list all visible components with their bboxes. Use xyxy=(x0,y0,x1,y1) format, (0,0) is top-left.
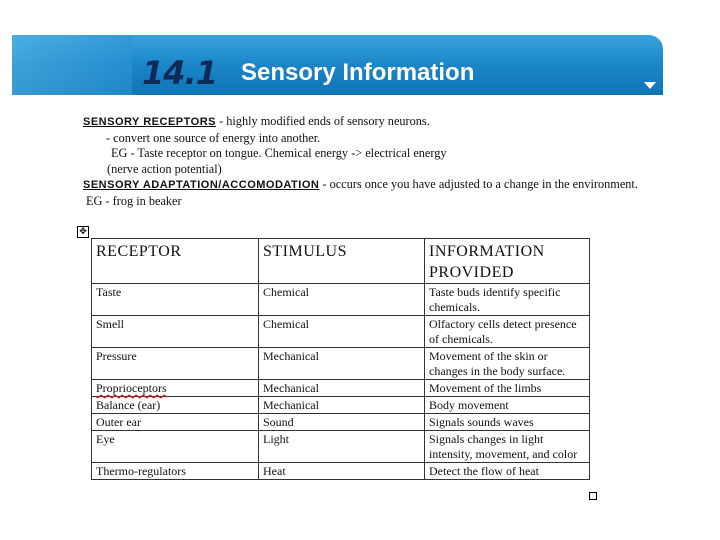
chevron-down-icon xyxy=(644,82,656,89)
table-row xyxy=(92,463,590,480)
table-row xyxy=(92,316,590,348)
table-move-handle-icon[interactable]: ✥ xyxy=(77,226,89,238)
table-cell: Pressure xyxy=(92,348,259,380)
table-row xyxy=(92,380,590,397)
table-cell: Heat xyxy=(259,463,425,480)
banner-accent-strip xyxy=(12,35,132,95)
table-resize-handle[interactable] xyxy=(589,492,597,500)
table-cell: Sound xyxy=(259,414,425,431)
adaptation-def: - occurs once you have adjusted to a change in the environment. xyxy=(319,177,638,191)
table-row xyxy=(92,414,590,431)
table-cell: Signals changes in light intensity, movement, and color xyxy=(425,431,590,463)
table-cell: Body movement xyxy=(425,397,590,414)
table-cell: Balance (ear) xyxy=(92,397,259,414)
table-cell: Thermo-regulators xyxy=(92,463,259,480)
table-cell: Proprioceptors xyxy=(92,380,259,397)
table-cell: Detect the flow of heat xyxy=(425,463,590,480)
adaptation-definition xyxy=(83,177,693,194)
adaptation-term: SENSORY ADAPTATION/ACCOMODATION xyxy=(83,179,320,191)
note-line: EG - Taste receptor on tongue. Chemical energy -> electrical energy xyxy=(111,146,447,160)
section-number: 14.1 xyxy=(142,54,217,92)
table-cell: Outer ear xyxy=(92,414,259,431)
table-cell: Mechanical xyxy=(259,397,425,414)
note-line: (nerve action potential) xyxy=(107,161,222,176)
receptors-definition xyxy=(83,114,693,131)
table-cell: Mechanical xyxy=(259,380,425,397)
column-header: STIMULUS xyxy=(259,239,425,284)
receptors-term: SENSORY RECEPTORS xyxy=(83,116,216,128)
table-cell: Movement of the limbs xyxy=(425,380,590,397)
table-row xyxy=(92,397,590,414)
table-cell: Eye xyxy=(92,431,259,463)
table-cell: Light xyxy=(259,431,425,463)
table-cell: Chemical xyxy=(259,284,425,316)
column-header: RECEPTOR xyxy=(92,239,259,284)
column-header: INFORMATION PROVIDED xyxy=(425,239,590,284)
table-header-row xyxy=(92,239,590,284)
table-cell: Smell xyxy=(92,316,259,348)
table-cell: Movement of the skin or changes in the body surface. xyxy=(425,348,590,380)
note-line: EG - frog in beaker xyxy=(86,193,182,208)
table-cell: Mechanical xyxy=(259,348,425,380)
title-banner xyxy=(12,35,663,95)
receptor-table xyxy=(91,238,590,480)
table-row xyxy=(92,431,590,463)
table-cell: Taste xyxy=(92,284,259,316)
table-cell: Taste buds identify specific chemicals. xyxy=(425,284,590,316)
table-row xyxy=(92,348,590,380)
table-cell: Chemical xyxy=(259,316,425,348)
page-title: Sensory Information xyxy=(241,59,475,86)
receptors-def: - highly modified ends of sensory neurons. xyxy=(216,114,430,128)
note-line: - convert one source of energy into another. xyxy=(106,130,321,145)
notes-block xyxy=(83,114,693,209)
table-row xyxy=(92,284,590,316)
table-cell: Signals sounds waves xyxy=(425,414,590,431)
table-cell: Olfactory cells detect presence of chemicals. xyxy=(425,316,590,348)
